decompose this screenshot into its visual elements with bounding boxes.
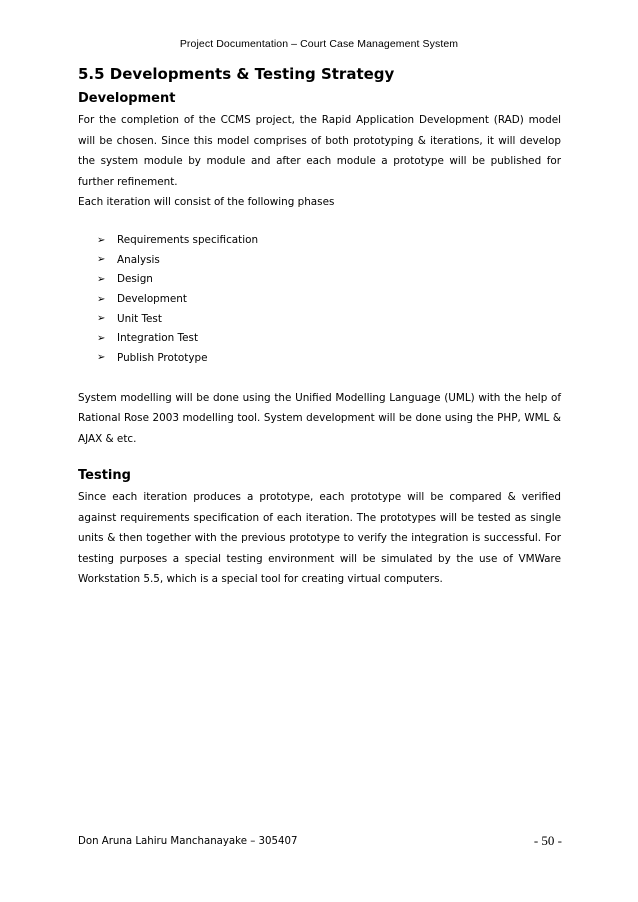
list-item — [97, 250, 561, 270]
phase-label: Design — [117, 273, 153, 286]
arrow-bullet-icon: ➢ — [97, 293, 106, 305]
phase-label: Integration Test — [117, 332, 199, 345]
document-body — [78, 64, 561, 590]
testing-heading: Testing — [78, 468, 131, 484]
development-heading: Development — [78, 91, 176, 106]
testing-paragraph: Since each iteration produces a prototype, each prototype will be compared & verified against requirements specification of each iteration. The prototypes will be tested as single units & then together with the previous prototype to verify the integration is successful. For testing purposes a special testing environment will be simulated by the use of VMWare Workstation 5.5, which is a special tool for creating virtual computers. — [78, 491, 561, 586]
section-title: 5.5 Developments & Testing Strategy — [78, 65, 395, 83]
page-number: - 50 - — [533, 833, 562, 848]
arrow-bullet-icon: ➢ — [97, 313, 106, 325]
phase-label: Requirements specification — [117, 234, 259, 247]
list-item — [97, 270, 561, 290]
uml-paragraph: System modelling will be done using the Unified Modelling Language (UML) with the help of Rational Rose 2003 modelling tool. System development will be done using the PHP, WML & AJAX & etc. — [78, 391, 561, 445]
arrow-bullet-icon: ➢ — [97, 332, 106, 344]
arrow-bullet-icon: ➢ — [97, 234, 106, 246]
page-header: Project Documentation – Court Case Management System — [179, 38, 459, 50]
phase-label: Publish Prototype — [117, 351, 208, 364]
phase-label: Analysis — [117, 253, 160, 266]
list-item — [97, 348, 561, 368]
phases-list — [78, 231, 561, 368]
development-paragraph: For the completion of the CCMS project, the Rapid Application Development (RAD) model will be chosen. Since this model comprises of both prototyping & iterations, it will develop the system module by module and after each module a prototype will be published for further refinement. — [78, 114, 561, 188]
phase-label: Development — [117, 293, 187, 306]
list-item — [97, 328, 561, 348]
arrow-bullet-icon: ➢ — [97, 254, 106, 266]
list-item — [97, 309, 561, 329]
arrow-bullet-icon: ➢ — [97, 352, 106, 364]
phase-label: Unit Test — [117, 312, 162, 325]
list-item — [97, 289, 561, 309]
phases-intro: Each iteration will consist of the following phases — [78, 196, 335, 208]
arrow-bullet-icon: ➢ — [97, 273, 106, 285]
footer-author: Don Aruna Lahiru Manchanayake – 305407 — [78, 836, 298, 847]
list-item — [97, 231, 561, 251]
